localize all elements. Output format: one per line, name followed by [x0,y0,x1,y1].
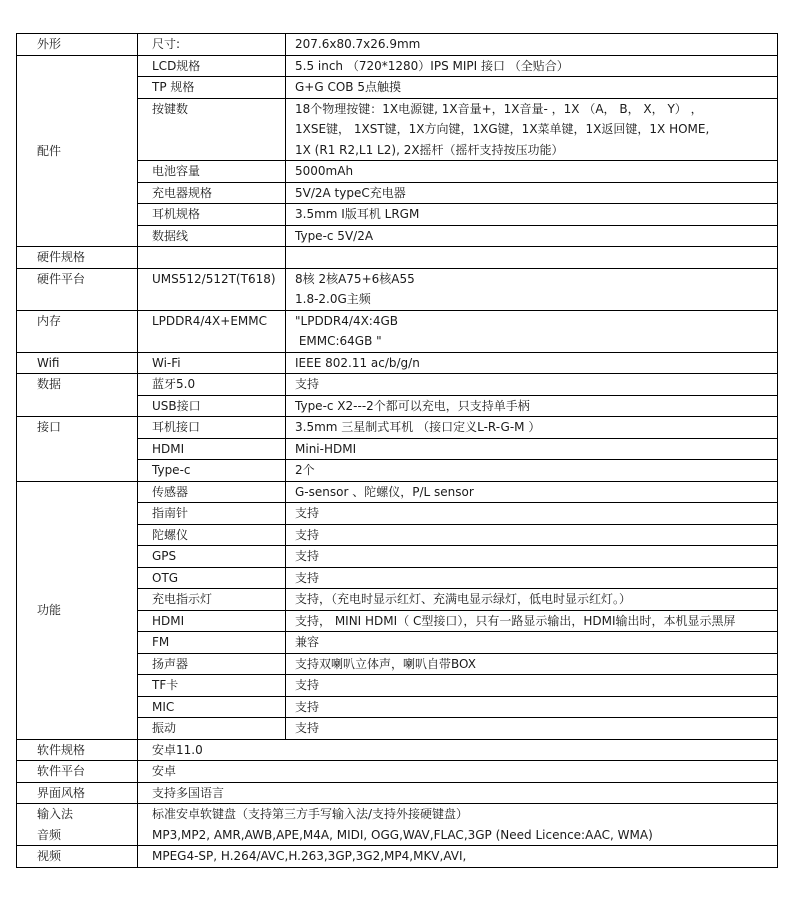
item-cell: USB接口 [138,395,286,417]
category-cell: Wifi [17,352,138,374]
value-cell: 兼容 [286,632,778,654]
value-cell: 3.5mm 三星制式耳机 （接口定义L-R-G-M ） [286,417,778,439]
item-cell: 充电指示灯 [138,589,286,611]
value-line: 1.8-2.0G主频 [295,292,371,306]
table-row [17,55,778,77]
value-cell: Mini-HDMI [286,438,778,460]
value-cell: 支持 [286,374,778,396]
value-cell: 支持 [286,567,778,589]
table-row [17,374,778,396]
value-cell: 5V/2A typeC充电器 [286,182,778,204]
table-row [17,310,778,352]
table-row [17,739,778,761]
category-cell: 界面风格 [17,782,138,804]
item-cell: GPS [138,546,286,568]
value-cell [286,310,778,352]
value-line: 8核 2核A75+6核A55 [295,271,415,286]
category-line: 输入法 [37,807,74,821]
value-cell: 3.5mm I版耳机 LRGM [286,204,778,226]
value-cell: 2个 [286,460,778,482]
category-cell: 硬件规格 [17,247,138,269]
value-cell: Type-c 5V/2A [286,225,778,247]
item-cell: HDMI [138,438,286,460]
item-cell: FM [138,632,286,654]
item-cell: 扬声器 [138,653,286,675]
category-cell: 接口 [17,417,138,482]
table-row [17,352,778,374]
value-cell: 支持 [286,503,778,525]
category-line: 音频 [37,827,62,842]
table-row [17,268,778,310]
value-cell: 支持双喇叭立体声，喇叭自带BOX [286,653,778,675]
value-line: 标准安卓软键盘（支持第三方手写输入法/支持外接硬键盘） [152,807,469,821]
value-cell: 5000mAh [286,161,778,183]
table-row [17,761,778,783]
value-cell [138,804,778,846]
item-cell: 耳机规格 [138,204,286,226]
value-cell [286,98,778,161]
item-cell: OTG [138,567,286,589]
category-cell: 外形 [17,34,138,56]
value-cell: G+G COB 5点触摸 [286,77,778,99]
category-cell: 功能 [17,481,138,739]
item-cell: HDMI [138,610,286,632]
category-cell: 内存 [17,310,138,352]
item-cell: 耳机接口 [138,417,286,439]
value-cell: 支持，（充电时显示红灯、充满电显示绿灯，低电时显示红灯。） [286,589,778,611]
category-cell [17,804,138,846]
value-line: "LPDDR4/4X:4GB [295,313,399,328]
value-cell [286,247,778,269]
value-line: 18个物理按键：1X电源键, 1X音量+，1X音量- ，1X （A， B， X， Y） ， [295,101,703,116]
value-line: MP3,MP2, AMR,AWB,APE,M4A, MIDI, OGG,WAV,FLAC,3GP (Need Licence:AAC, WMA) [152,827,653,842]
value-cell: Type-c X2---2个都可以充电，只支持单手柄 [286,395,778,417]
item-cell: 充电器规格 [138,182,286,204]
value-cell: 支持多国语言 [138,782,778,804]
category-cell: 数据 [17,374,138,417]
value-cell: 安卓11.0 [138,739,778,761]
value-cell: 207.6x80.7x26.9mm [286,34,778,56]
item-cell: Wi-Fi [138,352,286,374]
item-cell: TP 规格 [138,77,286,99]
table-row [17,417,778,439]
value-line: 1X (R1 R2,L1 L2), 2X摇杆（摇杆支持按压功能） [295,142,564,157]
item-cell: UMS512/512T(T618) [138,268,286,310]
value-line: 1XSE键， 1XST键，1X方向键，1XG键，1X菜单键，1X返回键，1X HOME, [295,122,710,136]
item-cell: MIC [138,696,286,718]
value-cell: IEEE 802.11 ac/b/g/n [286,352,778,374]
table-row [17,481,778,503]
item-cell: 蓝牙5.0 [138,374,286,396]
value-cell: MPEG4-SP, H.264/AVC,H.263,3GP,3G2,MP4,MKV,AVI, [138,846,778,868]
item-cell: 尺寸: [138,34,286,56]
table-row [17,782,778,804]
item-cell: TF卡 [138,675,286,697]
item-cell: 按键数 [138,98,286,161]
category-cell: 硬件平台 [17,268,138,310]
table-row [17,34,778,56]
value-line: EMMC:64GB " [295,334,382,348]
value-cell: 5.5 inch （720*1280）IPS MIPI 接口 （全贴合） [286,55,778,77]
category-cell: 软件平台 [17,761,138,783]
value-cell: 支持 [286,524,778,546]
value-cell [286,268,778,310]
item-cell: 振动 [138,718,286,740]
value-cell: 支持 [286,546,778,568]
spec-table [16,33,778,868]
table-row [17,247,778,269]
item-cell: LPDDR4/4X+EMMC [138,310,286,352]
category-cell: 配件 [17,55,138,247]
value-cell: 支持 [286,696,778,718]
item-cell: LCD规格 [138,55,286,77]
category-cell: 软件规格 [17,739,138,761]
item-cell [138,247,286,269]
item-cell: 陀螺仪 [138,524,286,546]
table-row [17,804,778,846]
value-cell: 支持 [286,718,778,740]
value-cell: 安卓 [138,761,778,783]
item-cell: 指南针 [138,503,286,525]
table-row [17,846,778,868]
value-cell: G-sensor 、陀螺仪，P/L sensor [286,481,778,503]
value-cell: 支持， MINI HDMI（ C型接口），只有一路显示输出，HDMI输出时，本机显示黑屏 [286,610,778,632]
item-cell: 传感器 [138,481,286,503]
item-cell: Type-c [138,460,286,482]
item-cell: 电池容量 [138,161,286,183]
category-cell: 视频 [17,846,138,868]
value-cell: 支持 [286,675,778,697]
item-cell: 数据线 [138,225,286,247]
